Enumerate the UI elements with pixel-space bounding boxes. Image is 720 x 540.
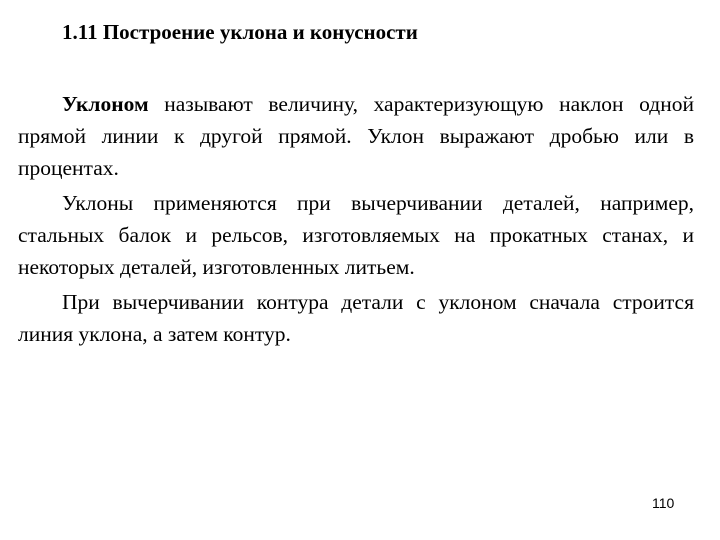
page-number: 110 [652, 495, 675, 511]
body-text [18, 88, 694, 353]
paragraph-slope-definition [18, 88, 694, 184]
paragraph-slope-usage [18, 187, 694, 283]
paragraph-text: Уклоны применяются при вычерчивании деталей, например, стальных балок и рельсов, изготовляемых на прокатных станах, и некоторых деталей, изготовленных литьем. [18, 191, 694, 279]
section-heading: 1.11 Построение уклона и конусности [62, 20, 418, 44]
paragraph-slope-drawing [18, 286, 694, 350]
paragraph-text: При вычерчивании контура детали с уклоном сначала строится линия уклона, а затем контур. [18, 290, 694, 346]
term-slope: Уклоном [62, 92, 149, 116]
paragraph-text: называют величину, характеризующую наклон одной прямой линии к другой прямой. Уклон выражают дробью или в процентах. [18, 92, 694, 180]
